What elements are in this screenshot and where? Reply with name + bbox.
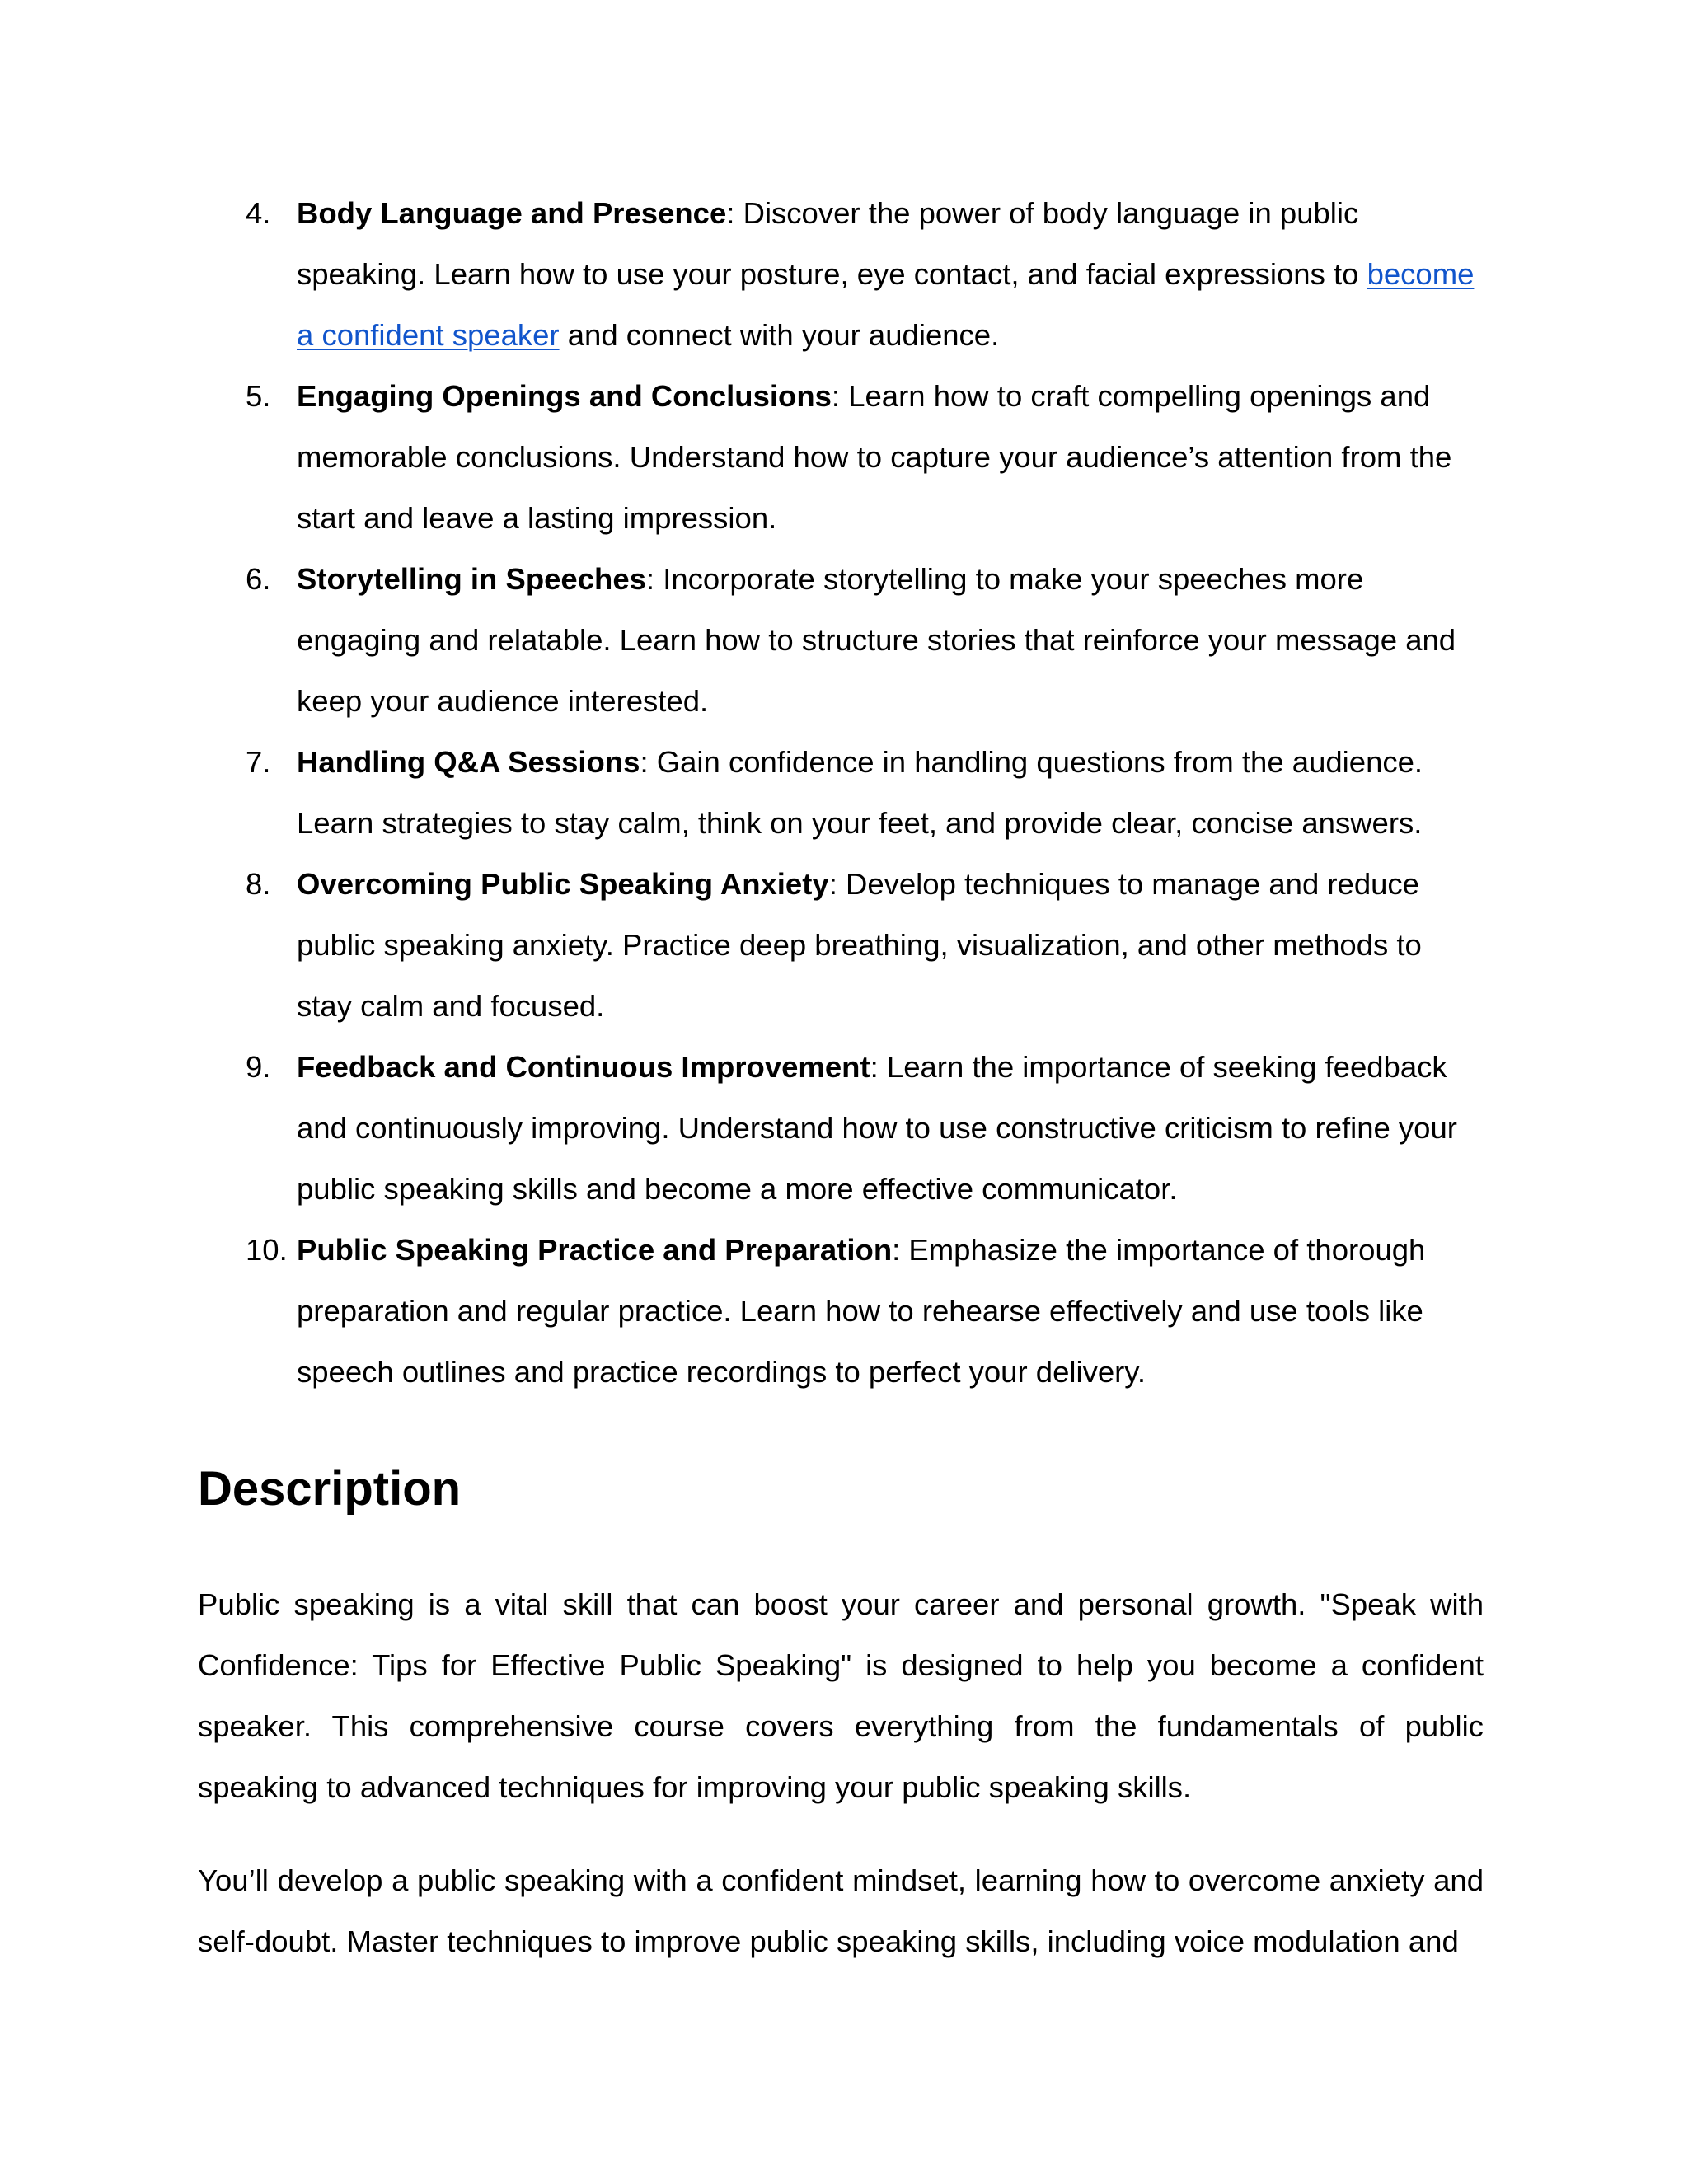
list-item-title: Overcoming Public Speaking Anxiety (297, 867, 829, 901)
list-item-title: Engaging Openings and Conclusions (297, 379, 832, 413)
list-item-title: Handling Q&A Sessions (297, 745, 640, 779)
list-item (198, 183, 1484, 366)
document-content (198, 183, 1484, 1958)
list-item-number: 9. (246, 1050, 271, 1084)
list-item-title: Public Speaking Practice and Preparation (297, 1233, 893, 1267)
list-item (198, 732, 1484, 854)
list-item (198, 1220, 1484, 1403)
list-item-number: 10. (246, 1233, 288, 1267)
list-item-text: : Discover the power of body language in public speaking. Learn how to use your posture, eye contact, and facial expressions to (297, 196, 1367, 291)
list-item (198, 1037, 1484, 1220)
list-item-number: 6. (246, 562, 271, 596)
list-item-number: 4. (246, 196, 271, 230)
list-item-title: Body Language and Presence (297, 196, 727, 230)
list-item-number: 5. (246, 379, 271, 413)
list-item-number: 8. (246, 867, 271, 901)
list-item-text: : Emphasize the importance of thorough preparation and regular practice. Learn how to rehearse effectively and use tools like speech outlines and practice recordings to perfect your delivery. (297, 1233, 1426, 1389)
list-item-text: : Learn the importance of seeking feedback and continuously improving. Understand how to use constructive criticism to refine your public speaking skills and become a more effective communicator. (297, 1050, 1457, 1206)
list-item-text: : Develop techniques to manage and reduce public speaking anxiety. Practice deep breathing, visualization, and other methods to stay calm and focused. (297, 867, 1422, 1023)
list-item-text: : Gain confidence in handling questions from the audience. Learn strategies to stay calm, think on your feet, and provide clear, concise answers. (297, 745, 1423, 840)
list-item (198, 854, 1484, 1037)
list-item-number: 7. (246, 745, 271, 779)
description-paragraph-2: You’ll develop a public speaking with a confident mindset, learning how to overcome anxiety and self-doubt. Master techniques to improve public speaking skills, including voice modulation and (198, 1863, 1484, 1958)
description-paragraph-1: Public speaking is a vital skill that can boost your career and personal growth. "Speak with Confidence: Tips for Effective Public Speaking" is designed to help you become a confident speaker. This comprehensive course covers everything from the fundamentals of public speaking to advanced techniques for improving your public speaking skills. (198, 1587, 1484, 1804)
list-item-text-after-link: and connect with your audience. (559, 318, 1000, 352)
list-item-text: : Incorporate storytelling to make your speeches more engaging and relatable. Learn how to structure stories that reinforce your message and keep your audience interested. (297, 562, 1456, 718)
list-item-title: Feedback and Continuous Improvement (297, 1050, 870, 1084)
course-topics-list (198, 183, 1484, 1403)
list-item (198, 366, 1484, 549)
list-item (198, 549, 1484, 732)
description-heading: Description (198, 1462, 462, 1516)
list-item-title: Storytelling in Speeches (297, 562, 646, 596)
confident-speaker-link[interactable]: become a confident speaker (297, 257, 1475, 352)
list-item-text: : Learn how to craft compelling openings and memorable conclusions. Understand how to capture your audience’s attention from the start and leave a lasting impression. (297, 379, 1452, 535)
